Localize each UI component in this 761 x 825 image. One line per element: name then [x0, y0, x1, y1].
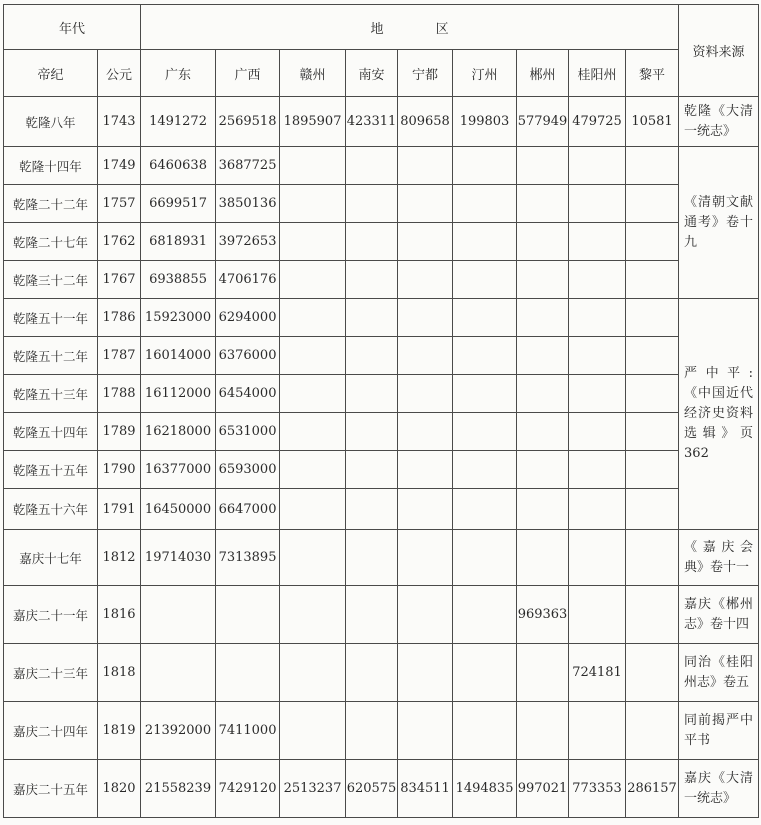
population-cell	[398, 413, 453, 451]
population-cell	[517, 299, 569, 337]
table-row	[4, 586, 759, 644]
population-cell	[280, 223, 346, 261]
population-cell: 773353	[569, 760, 626, 818]
table-row	[4, 489, 759, 530]
population-cell: 6938855	[141, 261, 216, 299]
population-cell: 21558239	[141, 760, 216, 818]
population-cell: 6593000	[216, 451, 280, 489]
population-cell	[517, 702, 569, 760]
population-cell	[346, 530, 398, 586]
ad-year-cell: 1767	[98, 261, 141, 299]
population-cell	[517, 337, 569, 375]
population-cell	[517, 147, 569, 185]
region-header: 南安	[346, 50, 398, 97]
population-cell	[216, 644, 280, 702]
population-cell	[453, 489, 517, 530]
population-cell	[453, 299, 517, 337]
population-cell	[517, 261, 569, 299]
population-cell: 16450000	[141, 489, 216, 530]
population-cell	[569, 185, 626, 223]
reign-cell: 嘉庆二十三年	[4, 644, 98, 702]
population-cell	[517, 223, 569, 261]
population-cell	[626, 261, 679, 299]
population-cell: 809658	[398, 97, 453, 147]
population-cell	[280, 147, 346, 185]
table-row	[4, 223, 759, 261]
population-cell	[398, 586, 453, 644]
source-cell: 同治《桂阳州志》卷五	[679, 644, 759, 702]
population-cell	[569, 489, 626, 530]
population-cell	[453, 147, 517, 185]
table-row	[4, 760, 759, 818]
region-header: 黎平	[626, 50, 679, 97]
population-cell	[346, 644, 398, 702]
population-cell	[398, 644, 453, 702]
population-cell: 3687725	[216, 147, 280, 185]
population-cell: 7313895	[216, 530, 280, 586]
population-cell: 6531000	[216, 413, 280, 451]
population-cell	[453, 702, 517, 760]
source-cell: 乾隆《大清一统志》	[679, 97, 759, 147]
population-cell: 6460638	[141, 147, 216, 185]
population-cell: 6454000	[216, 375, 280, 413]
population-cell: 3850136	[216, 185, 280, 223]
population-cell	[626, 530, 679, 586]
population-cell	[453, 586, 517, 644]
population-cell: 6294000	[216, 299, 280, 337]
population-cell	[626, 702, 679, 760]
population-cell: 15923000	[141, 299, 216, 337]
population-cell	[517, 375, 569, 413]
population-cell	[398, 299, 453, 337]
ad-year-cell: 1791	[98, 489, 141, 530]
population-cell	[216, 586, 280, 644]
reign-cell: 乾隆三十二年	[4, 261, 98, 299]
reign-header: 帝纪	[4, 50, 98, 97]
population-cell	[517, 413, 569, 451]
population-cell	[517, 644, 569, 702]
region-header: 广东	[141, 50, 216, 97]
population-cell	[453, 644, 517, 702]
population-cell	[346, 702, 398, 760]
population-cell	[626, 451, 679, 489]
population-cell	[346, 489, 398, 530]
source-cell: 嘉庆《大清一统志》	[679, 760, 759, 818]
population-cell: 6699517	[141, 185, 216, 223]
reign-cell: 嘉庆十七年	[4, 530, 98, 586]
population-cell	[569, 147, 626, 185]
population-cell: 969363	[517, 586, 569, 644]
table-row	[4, 261, 759, 299]
population-cell	[398, 261, 453, 299]
population-cell	[626, 375, 679, 413]
table-row	[4, 644, 759, 702]
population-cell	[398, 375, 453, 413]
population-cell	[346, 185, 398, 223]
population-cell	[280, 375, 346, 413]
ad-year-cell: 1788	[98, 375, 141, 413]
population-cell: 6376000	[216, 337, 280, 375]
population-cell	[346, 451, 398, 489]
population-cell	[280, 451, 346, 489]
population-cell: 4706176	[216, 261, 280, 299]
table-row	[4, 337, 759, 375]
table-row	[4, 185, 759, 223]
table-row	[4, 97, 759, 147]
population-cell	[569, 299, 626, 337]
population-cell: 3972653	[216, 223, 280, 261]
population-cell: 16377000	[141, 451, 216, 489]
population-cell: 16014000	[141, 337, 216, 375]
population-cell	[626, 413, 679, 451]
population-cell: 479725	[569, 97, 626, 147]
population-cell	[346, 223, 398, 261]
reign-cell: 乾隆二十七年	[4, 223, 98, 261]
population-cell: 19714030	[141, 530, 216, 586]
reign-cell: 乾隆五十一年	[4, 299, 98, 337]
population-cell	[626, 489, 679, 530]
population-cell	[626, 299, 679, 337]
source-header: 资料来源	[679, 5, 759, 97]
population-cell: 6818931	[141, 223, 216, 261]
table-row	[4, 147, 759, 185]
reign-cell: 乾隆五十六年	[4, 489, 98, 530]
population-cell: 2513237	[280, 760, 346, 818]
population-cell	[280, 586, 346, 644]
population-cell	[453, 185, 517, 223]
ad-year-cell: 1749	[98, 147, 141, 185]
ad-year-header: 公元	[98, 50, 141, 97]
population-cell	[346, 413, 398, 451]
population-cell	[280, 702, 346, 760]
population-cell: 1895907	[280, 97, 346, 147]
population-cell	[280, 261, 346, 299]
source-cell: 同前揭严中平书	[679, 702, 759, 760]
population-cell	[280, 299, 346, 337]
reign-cell: 乾隆五十五年	[4, 451, 98, 489]
reign-cell: 嘉庆二十五年	[4, 760, 98, 818]
population-cell	[626, 223, 679, 261]
table-row	[4, 702, 759, 760]
population-cell	[453, 337, 517, 375]
population-cell	[626, 185, 679, 223]
population-cell	[626, 337, 679, 375]
table-row	[4, 451, 759, 489]
population-cell	[569, 375, 626, 413]
source-cell: 严中平:《中国近代经济史资料选辑》页362	[679, 299, 759, 530]
ad-year-cell: 1819	[98, 702, 141, 760]
header-row-top	[4, 5, 759, 50]
population-cell: 21392000	[141, 702, 216, 760]
population-cell	[517, 451, 569, 489]
population-cell	[398, 702, 453, 760]
population-cell	[280, 337, 346, 375]
population-cell	[569, 530, 626, 586]
population-cell	[517, 489, 569, 530]
population-cell: 16218000	[141, 413, 216, 451]
region-header: 宁都	[398, 50, 453, 97]
population-cell	[569, 451, 626, 489]
reign-cell: 乾隆十四年	[4, 147, 98, 185]
reign-cell: 嘉庆二十四年	[4, 702, 98, 760]
population-cell	[453, 530, 517, 586]
ad-year-cell: 1762	[98, 223, 141, 261]
population-cell: 6647000	[216, 489, 280, 530]
population-cell	[569, 702, 626, 760]
region-header: 汀州	[453, 50, 517, 97]
population-cell	[517, 530, 569, 586]
reign-cell: 乾隆五十三年	[4, 375, 98, 413]
population-cell: 997021	[517, 760, 569, 818]
population-cell	[453, 413, 517, 451]
population-cell	[346, 586, 398, 644]
reign-cell: 嘉庆二十一年	[4, 586, 98, 644]
population-cell: 724181	[569, 644, 626, 702]
population-cell	[141, 644, 216, 702]
population-cell	[626, 644, 679, 702]
ad-year-cell: 1789	[98, 413, 141, 451]
header-row-sub	[4, 50, 759, 97]
region-header: 广西	[216, 50, 280, 97]
reign-cell: 乾隆八年	[4, 97, 98, 147]
population-cell	[346, 337, 398, 375]
era-group-header: 年代	[4, 5, 141, 50]
population-cell	[398, 185, 453, 223]
region-group-header: 地 区	[141, 5, 679, 50]
population-cell	[453, 451, 517, 489]
table-row	[4, 413, 759, 451]
population-cell	[280, 530, 346, 586]
ad-year-cell: 1786	[98, 299, 141, 337]
region-header: 桂阳州	[569, 50, 626, 97]
ad-year-cell: 1790	[98, 451, 141, 489]
population-cell	[569, 337, 626, 375]
population-cell	[398, 223, 453, 261]
population-cell: 7429120	[216, 760, 280, 818]
population-table	[3, 4, 759, 818]
table-row	[4, 299, 759, 337]
reign-cell: 乾隆二十二年	[4, 185, 98, 223]
population-cell	[398, 530, 453, 586]
ad-year-cell: 1787	[98, 337, 141, 375]
population-cell: 423311	[346, 97, 398, 147]
population-cell	[346, 299, 398, 337]
population-cell: 16112000	[141, 375, 216, 413]
population-cell: 1494835	[453, 760, 517, 818]
population-cell: 7411000	[216, 702, 280, 760]
source-cell: 嘉庆《郴州志》卷十四	[679, 586, 759, 644]
population-cell	[569, 413, 626, 451]
ad-year-cell: 1816	[98, 586, 141, 644]
population-cell	[517, 185, 569, 223]
population-cell	[453, 223, 517, 261]
population-cell: 577949	[517, 97, 569, 147]
population-cell	[569, 586, 626, 644]
population-cell: 620575	[346, 760, 398, 818]
region-header: 赣州	[280, 50, 346, 97]
ad-year-cell: 1812	[98, 530, 141, 586]
reign-cell: 乾隆五十四年	[4, 413, 98, 451]
population-cell	[346, 375, 398, 413]
ad-year-cell: 1820	[98, 760, 141, 818]
population-cell	[569, 223, 626, 261]
population-cell	[569, 261, 626, 299]
population-cell	[280, 413, 346, 451]
population-cell	[626, 586, 679, 644]
population-cell	[346, 147, 398, 185]
population-cell: 286157	[626, 760, 679, 818]
population-cell	[398, 451, 453, 489]
population-cell	[398, 147, 453, 185]
population-cell	[398, 337, 453, 375]
population-cell	[626, 147, 679, 185]
table-row	[4, 530, 759, 586]
population-cell	[280, 644, 346, 702]
population-cell: 199803	[453, 97, 517, 147]
population-cell	[280, 489, 346, 530]
population-cell: 1491272	[141, 97, 216, 147]
reign-cell: 乾隆五十二年	[4, 337, 98, 375]
population-cell	[453, 261, 517, 299]
source-cell: 《嘉庆会典》卷十一	[679, 530, 759, 586]
population-cell	[453, 375, 517, 413]
population-cell	[398, 489, 453, 530]
population-cell: 2569518	[216, 97, 280, 147]
region-header: 郴州	[517, 50, 569, 97]
population-cell	[346, 261, 398, 299]
table-row	[4, 375, 759, 413]
ad-year-cell: 1818	[98, 644, 141, 702]
ad-year-cell: 1743	[98, 97, 141, 147]
population-cell	[280, 185, 346, 223]
population-cell: 10581	[626, 97, 679, 147]
source-cell: 《清朝文献通考》卷十九	[679, 147, 759, 299]
population-cell	[141, 586, 216, 644]
ad-year-cell: 1757	[98, 185, 141, 223]
population-cell: 834511	[398, 760, 453, 818]
